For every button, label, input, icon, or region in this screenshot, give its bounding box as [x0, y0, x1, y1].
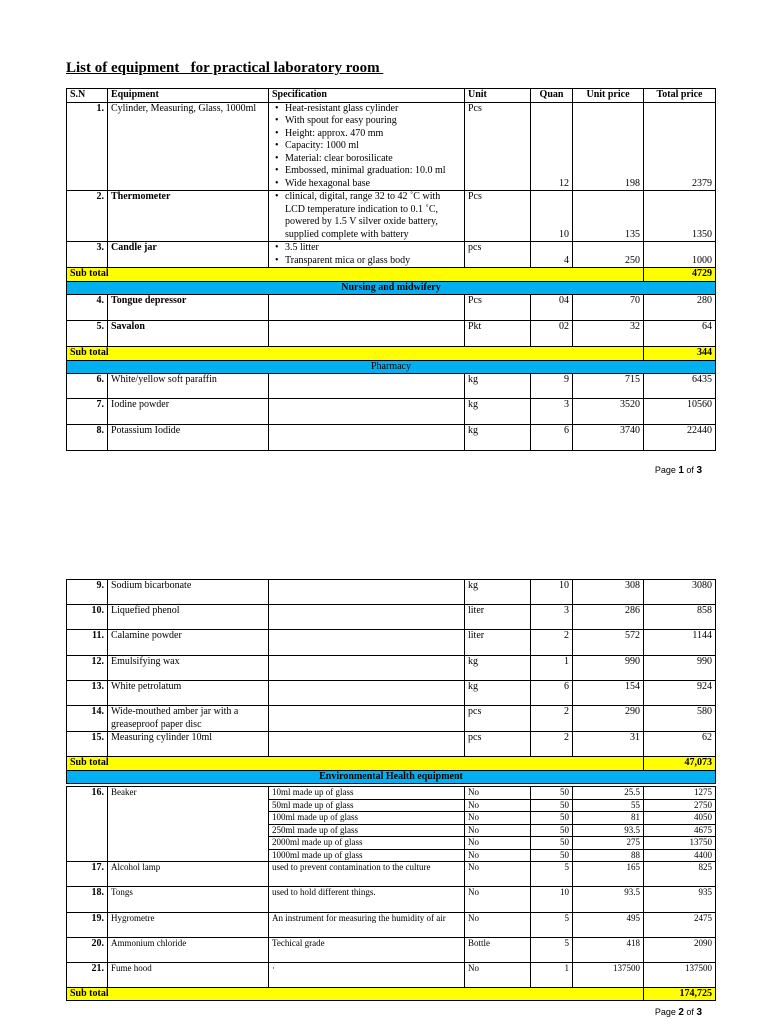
row-quan: 2: [531, 706, 573, 732]
page-number-of: of: [683, 1007, 697, 1017]
row-unit: pcs: [465, 732, 531, 757]
row-unit: No: [465, 799, 531, 812]
row-total-price: 3080: [644, 580, 716, 605]
row-quan: 2: [531, 732, 573, 757]
row-total-price: 2750: [644, 799, 716, 812]
row-equipment: Savalon: [108, 321, 269, 347]
row-quan: 50: [531, 787, 573, 800]
table-row: [67, 963, 716, 988]
table-row: [67, 191, 716, 242]
row-sn: 10.: [67, 605, 108, 630]
section-title: Nursing and midwifery: [67, 281, 716, 295]
subtotal-label: Sub total: [67, 988, 644, 1001]
row-total-price: 1000: [644, 242, 716, 268]
row-unit-price: 290: [573, 706, 644, 732]
row-equipment: Sodium bicarbonate: [108, 580, 269, 605]
row-quan: 50: [531, 812, 573, 825]
row-sn: 8.: [67, 425, 108, 451]
table-row: [67, 732, 716, 757]
row-equipment: Candle jar: [108, 242, 269, 268]
row-total-price: 1350: [644, 191, 716, 242]
page-number-total: 3: [696, 465, 702, 476]
section-title: Environmental Health equipment: [67, 770, 716, 784]
row-unit: No: [465, 887, 531, 913]
row-sn: 4.: [67, 295, 108, 321]
table-row: [67, 399, 716, 425]
row-unit: kg: [465, 374, 531, 399]
page-number-1: [655, 465, 702, 476]
row-unit-price: 137500: [573, 963, 644, 988]
row-sn: 5.: [67, 321, 108, 347]
page-number-current: 2: [678, 1007, 684, 1018]
row-quan: 50: [531, 824, 573, 837]
row-unit-price: 286: [573, 605, 644, 630]
subtotal-row: [67, 988, 716, 1001]
table-row: [67, 887, 716, 913]
subtotal-value: 47,073: [644, 757, 716, 771]
row-sn: 1.: [67, 102, 108, 191]
row-unit-price: 308: [573, 580, 644, 605]
row-quan: 6: [531, 425, 573, 451]
row-sn: 16.: [67, 787, 108, 862]
row-quan: 5: [531, 913, 573, 938]
table-row: [67, 295, 716, 321]
row-specification: [269, 732, 465, 757]
table-row: [67, 938, 716, 963]
table-row: [67, 706, 716, 732]
header-row: [67, 89, 716, 103]
table-row: [67, 321, 716, 347]
row-specification: ·: [269, 963, 465, 988]
row-sn: 13.: [67, 681, 108, 706]
row-unit: liter: [465, 630, 531, 656]
row-total-price: 924: [644, 681, 716, 706]
subtotal-label: Sub total: [67, 757, 644, 771]
row-sn: 2.: [67, 191, 108, 242]
row-specification: [269, 706, 465, 732]
row-total-price: 990: [644, 656, 716, 681]
row-unit-price: 275: [573, 837, 644, 850]
table-row: [67, 787, 716, 800]
row-total-price: 62: [644, 732, 716, 757]
row-sn: 7.: [67, 399, 108, 425]
row-equipment: Thermometer: [108, 191, 269, 242]
row-unit-price: 250: [573, 242, 644, 268]
page-number-current: 1: [678, 465, 684, 476]
row-equipment: Emulsifying wax: [108, 656, 269, 681]
row-quan: 5: [531, 862, 573, 887]
row-quan: 10: [531, 580, 573, 605]
row-sn: 20.: [67, 938, 108, 963]
spec-bullet: • Heat-resistant glass cylinder: [285, 103, 461, 116]
row-unit: Bottle: [465, 938, 531, 963]
row-total-price: 1144: [644, 630, 716, 656]
row-unit: No: [465, 824, 531, 837]
row-specification: used to prevent contamination to the culture: [269, 862, 465, 887]
row-total-price: 6435: [644, 374, 716, 399]
row-total-price: 1275: [644, 787, 716, 800]
row-unit: Pcs: [465, 191, 531, 242]
row-unit-price: 715: [573, 374, 644, 399]
row-equipment: Hygrometre: [108, 913, 269, 938]
subtotal-label: Sub total: [67, 268, 644, 282]
row-total-price: 22440: [644, 425, 716, 451]
page-number-total: 3: [696, 1007, 702, 1018]
row-unit: Pcs: [465, 295, 531, 321]
page-number-prefix: Page: [654, 465, 679, 475]
row-specification: [269, 102, 465, 191]
section-header-row: [67, 770, 716, 784]
header-unit-price: Unit price: [573, 89, 644, 103]
header-quan: Quan: [531, 89, 573, 103]
row-quan: 10: [531, 887, 573, 913]
spec-bullet: • Embossed, minimal graduation: 10.0 ml: [285, 165, 461, 178]
row-specification: 100ml made up of glass: [269, 812, 465, 825]
row-unit: No: [465, 812, 531, 825]
row-equipment: Potassium Iodide: [108, 425, 269, 451]
row-total-price: 4050: [644, 812, 716, 825]
row-unit-price: 3740: [573, 425, 644, 451]
row-sn: 6.: [67, 374, 108, 399]
row-unit-price: 81: [573, 812, 644, 825]
table-row: [67, 580, 716, 605]
row-total-price: 825: [644, 862, 716, 887]
row-unit-price: 70: [573, 295, 644, 321]
row-unit-price: 93.5: [573, 824, 644, 837]
row-total-price: 137500: [644, 963, 716, 988]
row-quan: 1: [531, 656, 573, 681]
environmental-health-table: [66, 786, 716, 1001]
subtotal-value: 344: [644, 347, 716, 361]
row-specification: [269, 374, 465, 399]
row-specification: 1000ml made up of glass: [269, 849, 465, 862]
spec-bullet: • clinical, digital, range 32 to 42 ˚C with LCD temperature indication to 0.1 ˚C, powered by 1.5 V silver oxide battery, supplied complete with battery: [285, 191, 461, 241]
row-equipment: Calamine powder: [108, 630, 269, 656]
row-sn: 17.: [67, 862, 108, 887]
row-unit-price: 198: [573, 102, 644, 191]
spec-bullet: • Transparent mica or glass body: [285, 255, 461, 268]
row-specification: [269, 242, 465, 268]
equipment-table-page-1: [66, 88, 716, 451]
section-title: Pharmacy: [67, 360, 716, 374]
row-total-price: 4400: [644, 849, 716, 862]
spec-bullet: • 3.5 litter: [285, 242, 461, 255]
row-quan: 2: [531, 630, 573, 656]
subtotal-row: [67, 347, 716, 361]
row-specification: [269, 656, 465, 681]
row-unit-price: 418: [573, 938, 644, 963]
row-unit: kg: [465, 425, 531, 451]
row-sn: 19.: [67, 913, 108, 938]
equipment-table-page-2: [66, 579, 716, 784]
header-equipment: Equipment: [108, 89, 269, 103]
row-unit-price: 495: [573, 913, 644, 938]
row-specification: 2000ml made up of glass: [269, 837, 465, 850]
page-number-2: [655, 1007, 702, 1018]
row-sn: 14.: [67, 706, 108, 732]
row-unit: No: [465, 837, 531, 850]
row-sn: 3.: [67, 242, 108, 268]
row-equipment: Fume hood: [108, 963, 269, 988]
row-equipment: Iodine powder: [108, 399, 269, 425]
spec-bullet: • With spout for easy pouring: [285, 115, 461, 128]
header-specification: Specification: [269, 89, 465, 103]
row-equipment: Wide-mouthed amber jar with a greaseproof paper disc: [108, 706, 269, 732]
row-unit-price: 32: [573, 321, 644, 347]
row-sn: 15.: [67, 732, 108, 757]
row-equipment: Cylinder, Measuring, Glass, 1000ml: [108, 102, 269, 191]
row-quan: 3: [531, 605, 573, 630]
row-quan: 6: [531, 681, 573, 706]
row-unit: pcs: [465, 706, 531, 732]
row-quan: 1: [531, 963, 573, 988]
row-unit-price: 990: [573, 656, 644, 681]
row-total-price: 2090: [644, 938, 716, 963]
row-total-price: 580: [644, 706, 716, 732]
header-sn: S.N: [67, 89, 108, 103]
row-unit: kg: [465, 656, 531, 681]
row-unit: kg: [465, 681, 531, 706]
row-unit-price: 154: [573, 681, 644, 706]
row-total-price: 13750: [644, 837, 716, 850]
table-row: [67, 102, 716, 191]
row-unit: No: [465, 862, 531, 887]
row-sn: 11.: [67, 630, 108, 656]
subtotal-value: 174,725: [644, 988, 716, 1001]
header-unit: Unit: [465, 89, 531, 103]
row-unit-price: 55: [573, 799, 644, 812]
row-quan: 5: [531, 938, 573, 963]
row-unit-price: 88: [573, 849, 644, 862]
row-specification: 10ml made up of glass: [269, 787, 465, 800]
row-quan: 50: [531, 799, 573, 812]
header-total-price: Total price: [644, 89, 716, 103]
row-equipment: Measuring cylinder 10ml: [108, 732, 269, 757]
row-specification: 50ml made up of glass: [269, 799, 465, 812]
row-total-price: 64: [644, 321, 716, 347]
row-total-price: 10560: [644, 399, 716, 425]
subtotal-row: [67, 757, 716, 771]
spec-bullet: • Wide hexagonal base: [285, 178, 461, 191]
row-specification: 250ml made up of glass: [269, 824, 465, 837]
row-equipment: Beaker: [108, 787, 269, 862]
row-unit: No: [465, 963, 531, 988]
table-row: [67, 630, 716, 656]
row-equipment: White petrolatum: [108, 681, 269, 706]
row-quan: 50: [531, 837, 573, 850]
spec-bullet: • Capacity: 1000 ml: [285, 140, 461, 153]
row-unit: Pcs: [465, 102, 531, 191]
row-total-price: 858: [644, 605, 716, 630]
page-number-of: of: [683, 465, 697, 475]
spec-bullet: • Height: approx. 470 mm: [285, 128, 461, 141]
row-total-price: 4675: [644, 824, 716, 837]
row-unit: No: [465, 787, 531, 800]
row-unit: pcs: [465, 242, 531, 268]
row-unit-price: 93.5: [573, 887, 644, 913]
table-row: [67, 656, 716, 681]
row-specification: [269, 321, 465, 347]
row-total-price: 935: [644, 887, 716, 913]
spec-bullet: • Material: clear borosilicate: [285, 153, 461, 166]
row-quan: 9: [531, 374, 573, 399]
row-specification: [269, 425, 465, 451]
row-unit-price: 572: [573, 630, 644, 656]
table-row: [67, 374, 716, 399]
table-row: [67, 242, 716, 268]
table-row: [67, 862, 716, 887]
section-header-row: [67, 360, 716, 374]
row-unit: kg: [465, 580, 531, 605]
row-specification: [269, 580, 465, 605]
row-unit: No: [465, 913, 531, 938]
row-specification: [269, 681, 465, 706]
row-equipment: Alcohol lamp: [108, 862, 269, 887]
row-quan: 50: [531, 849, 573, 862]
row-total-price: 280: [644, 295, 716, 321]
subtotal-label: Sub total: [67, 347, 644, 361]
row-quan: 02: [531, 321, 573, 347]
row-unit: Pkt: [465, 321, 531, 347]
section-header-row: [67, 281, 716, 295]
subtotal-row: [67, 268, 716, 282]
row-sn: 18.: [67, 887, 108, 913]
row-unit-price: 3520: [573, 399, 644, 425]
row-quan: 3: [531, 399, 573, 425]
row-unit-price: 31: [573, 732, 644, 757]
table-row: [67, 605, 716, 630]
row-unit: No: [465, 849, 531, 862]
row-quan: 4: [531, 242, 573, 268]
row-equipment: White/yellow soft paraffin: [108, 374, 269, 399]
row-unit-price: 135: [573, 191, 644, 242]
row-equipment: Tongue depressor: [108, 295, 269, 321]
row-quan: 12: [531, 102, 573, 191]
row-total-price: 2475: [644, 913, 716, 938]
row-specification: An instrument for measuring the humidity of air: [269, 913, 465, 938]
row-specification: [269, 605, 465, 630]
row-unit-price: 165: [573, 862, 644, 887]
row-equipment: Tongs: [108, 887, 269, 913]
row-quan: 04: [531, 295, 573, 321]
table-row: [67, 681, 716, 706]
row-specification: [269, 295, 465, 321]
row-unit: kg: [465, 399, 531, 425]
row-specification: used to hold different things.: [269, 887, 465, 913]
row-total-price: 2379: [644, 102, 716, 191]
row-quan: 10: [531, 191, 573, 242]
row-unit: liter: [465, 605, 531, 630]
table-row: [67, 913, 716, 938]
page-number-prefix: Page: [654, 1007, 679, 1017]
subtotal-value: 4729: [644, 268, 716, 282]
row-equipment: Liquefied phenol: [108, 605, 269, 630]
row-specification: Techical grade: [269, 938, 465, 963]
row-equipment: Ammonium chloride: [108, 938, 269, 963]
row-unit-price: 25.5: [573, 787, 644, 800]
table-row: [67, 425, 716, 451]
row-specification: [269, 630, 465, 656]
row-specification: [269, 399, 465, 425]
document-title: List of equipment for practical laboratory room: [66, 60, 384, 76]
row-sn: 9.: [67, 580, 108, 605]
row-sn: 21.: [67, 963, 108, 988]
row-sn: 12.: [67, 656, 108, 681]
row-specification: [269, 191, 465, 242]
